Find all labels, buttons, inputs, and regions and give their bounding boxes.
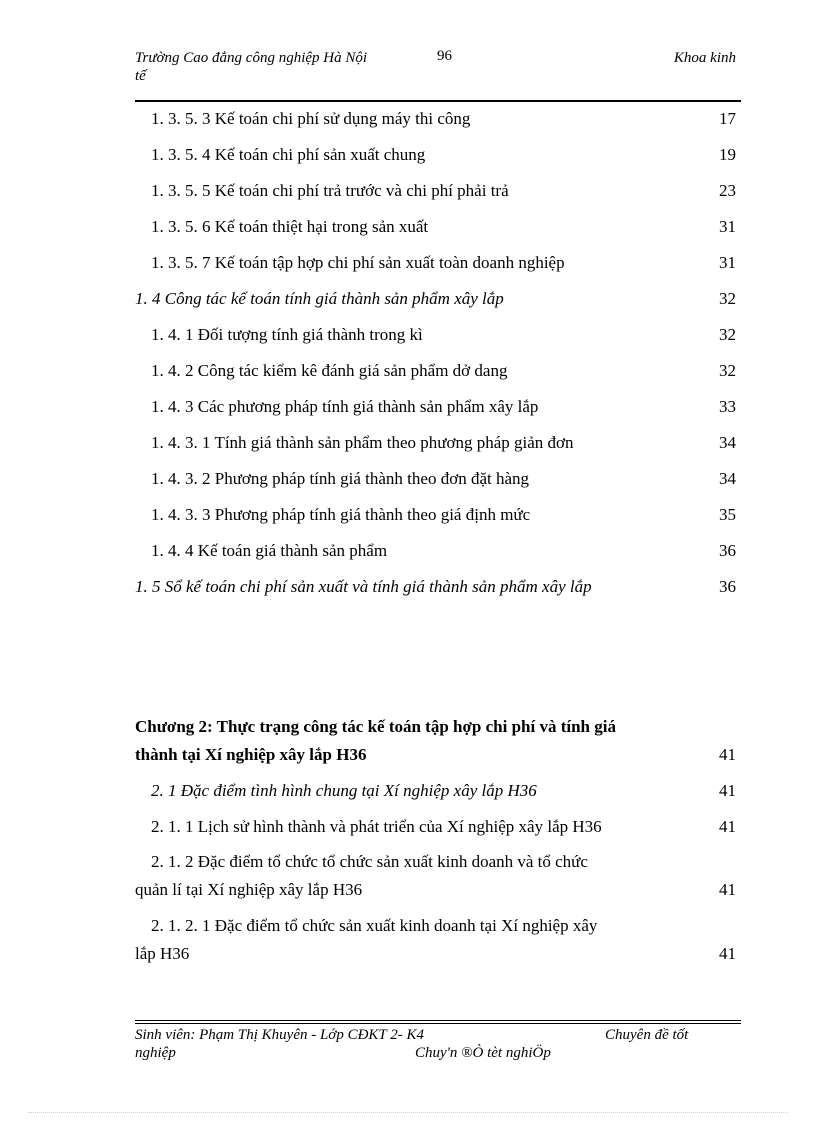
toc-entry-text: 1. 3. 5. 3 Kế toán chi phí sử dụng máy thi công bbox=[151, 109, 471, 128]
footer-garbled-text: Chuy'n ®Ò tèt nghiÖp bbox=[415, 1045, 551, 1061]
toc-entry-text: 1. 4 Công tác kế toán tính giá thành sản phẩm xây lắp bbox=[135, 289, 504, 308]
toc-section-heading bbox=[0, 289, 816, 315]
toc-entry-text-line2: quản lí tại Xí nghiệp xây lắp H36 bbox=[135, 880, 363, 899]
toc-entry-page: 31 bbox=[719, 217, 736, 236]
toc-entry bbox=[0, 817, 816, 843]
toc-entry-page: 32 bbox=[719, 289, 736, 308]
toc-entry-text: 1. 5 Sổ kế toán chi phí sản xuất và tính giá thành sản phẩm xây lắp bbox=[135, 577, 592, 596]
toc-entry-text-line1: 2. 1. 2 Đặc điểm tổ chức tổ chức sản xuất kinh doanh và tổ chức bbox=[151, 852, 588, 871]
toc-entry-text: 1. 4. 3. 3 Phương pháp tính giá thành theo giá định mức bbox=[151, 505, 531, 524]
toc-entry bbox=[0, 217, 816, 243]
page-bottom-dotted-line bbox=[28, 1112, 788, 1113]
toc-entry-text: 1. 4. 3. 2 Phương pháp tính giá thành theo đơn đặt hàng bbox=[151, 469, 530, 488]
toc-entry bbox=[0, 145, 816, 171]
chapter-2-title-line1: Chương 2: Thực trạng công tác kế toán tập hợp chi phí và tính giá bbox=[135, 717, 616, 736]
toc-entry-text: 1. 4. 3. 1 Tính giá thành sản phẩm theo phương pháp giản đơn bbox=[151, 433, 574, 452]
toc-entry bbox=[0, 433, 816, 459]
chapter-2-title-line2: thành tại Xí nghiệp xây lắp H36 bbox=[135, 745, 367, 764]
toc-entry-page: 41 bbox=[719, 781, 736, 800]
toc-entry-text: 1. 3. 5. 5 Kế toán chi phí trả trước và chi phí phải trả bbox=[151, 181, 509, 200]
toc-entry-page: 36 bbox=[719, 577, 736, 596]
toc-entry-text: 1. 4. 4 Kế toán giá thành sản phẩm bbox=[151, 541, 388, 560]
toc-entry-text: 1. 4. 2 Công tác kiểm kê đánh giá sản phẩm dở dang bbox=[151, 361, 508, 380]
toc-entry-text-line1: 2. 1. 2. 1 Đặc điểm tổ chức sản xuất kinh doanh tại Xí nghiệp xây bbox=[151, 916, 598, 935]
footer-topic: Chuyên đề tốt bbox=[605, 1027, 689, 1043]
toc-entry bbox=[0, 469, 816, 495]
toc-entry bbox=[0, 325, 816, 351]
toc-section-heading bbox=[0, 577, 816, 603]
toc-entry-page: 33 bbox=[719, 397, 736, 416]
toc-entry-text: 1. 3. 5. 7 Kế toán tập hợp chi phí sản xuất toàn doanh nghiệp bbox=[151, 253, 565, 272]
toc-entry-page: 34 bbox=[719, 433, 736, 452]
toc-entry-page: 41 bbox=[719, 817, 736, 836]
toc-entry bbox=[0, 505, 816, 531]
toc-entry-text: 1. 3. 5. 6 Kế toán thiệt hại trong sản xuất bbox=[151, 217, 429, 236]
toc-entry-page: 31 bbox=[719, 253, 736, 272]
toc-entry-text-line2: lắp H36 bbox=[135, 944, 190, 963]
header-rule bbox=[135, 100, 741, 102]
header-school-continued: tế bbox=[135, 68, 146, 84]
toc-entry bbox=[0, 541, 816, 567]
toc-entry-text: 1. 4. 3 Các phương pháp tính giá thành sản phẩm xây lắp bbox=[151, 397, 539, 416]
toc-entry bbox=[0, 181, 816, 207]
toc-entry-page: 35 bbox=[719, 505, 736, 524]
toc-entry-text: 2. 1 Đặc điểm tình hình chung tại Xí nghiệp xây lắp H36 bbox=[151, 781, 537, 800]
page-number: 96 bbox=[437, 48, 452, 64]
toc-entry-page: 19 bbox=[719, 145, 736, 164]
chapter-2-page: 41 bbox=[719, 745, 736, 764]
toc-entry bbox=[0, 253, 816, 279]
footer-topic-continued: nghiệp bbox=[135, 1045, 176, 1061]
toc-entry bbox=[0, 109, 816, 135]
toc-entry-page: 34 bbox=[719, 469, 736, 488]
toc-entry-page: 41 bbox=[719, 880, 736, 899]
header-department: Khoa kinh bbox=[673, 50, 736, 66]
header-school: Trường Cao đẳng công nghiệp Hà Nội bbox=[135, 50, 368, 66]
toc-section-heading bbox=[0, 781, 816, 807]
footer-student: Sinh viên: Phạm Thị Khuyên - Lớp CĐKT 2- K4 bbox=[135, 1027, 424, 1043]
toc-entry-text: 2. 1. 1 Lịch sử hình thành và phát triển của Xí nghiệp xây lắp H36 bbox=[151, 817, 602, 836]
toc-entry bbox=[0, 397, 816, 423]
toc-entry-page: 32 bbox=[719, 325, 736, 344]
toc-entry-page: 23 bbox=[719, 181, 736, 200]
footer-rule-top bbox=[135, 1020, 741, 1021]
toc-entry-text: 1. 4. 1 Đối tượng tính giá thành trong kì bbox=[151, 325, 423, 344]
toc-entry-page: 32 bbox=[719, 361, 736, 380]
toc-entry-page: 17 bbox=[719, 109, 736, 128]
toc-entry-text: 1. 3. 5. 4 Kế toán chi phí sản xuất chung bbox=[151, 145, 426, 164]
toc-entry-page: 36 bbox=[719, 541, 736, 560]
footer-rule-bottom bbox=[135, 1023, 741, 1024]
toc-entry-page: 41 bbox=[719, 944, 736, 963]
toc-entry bbox=[0, 361, 816, 387]
